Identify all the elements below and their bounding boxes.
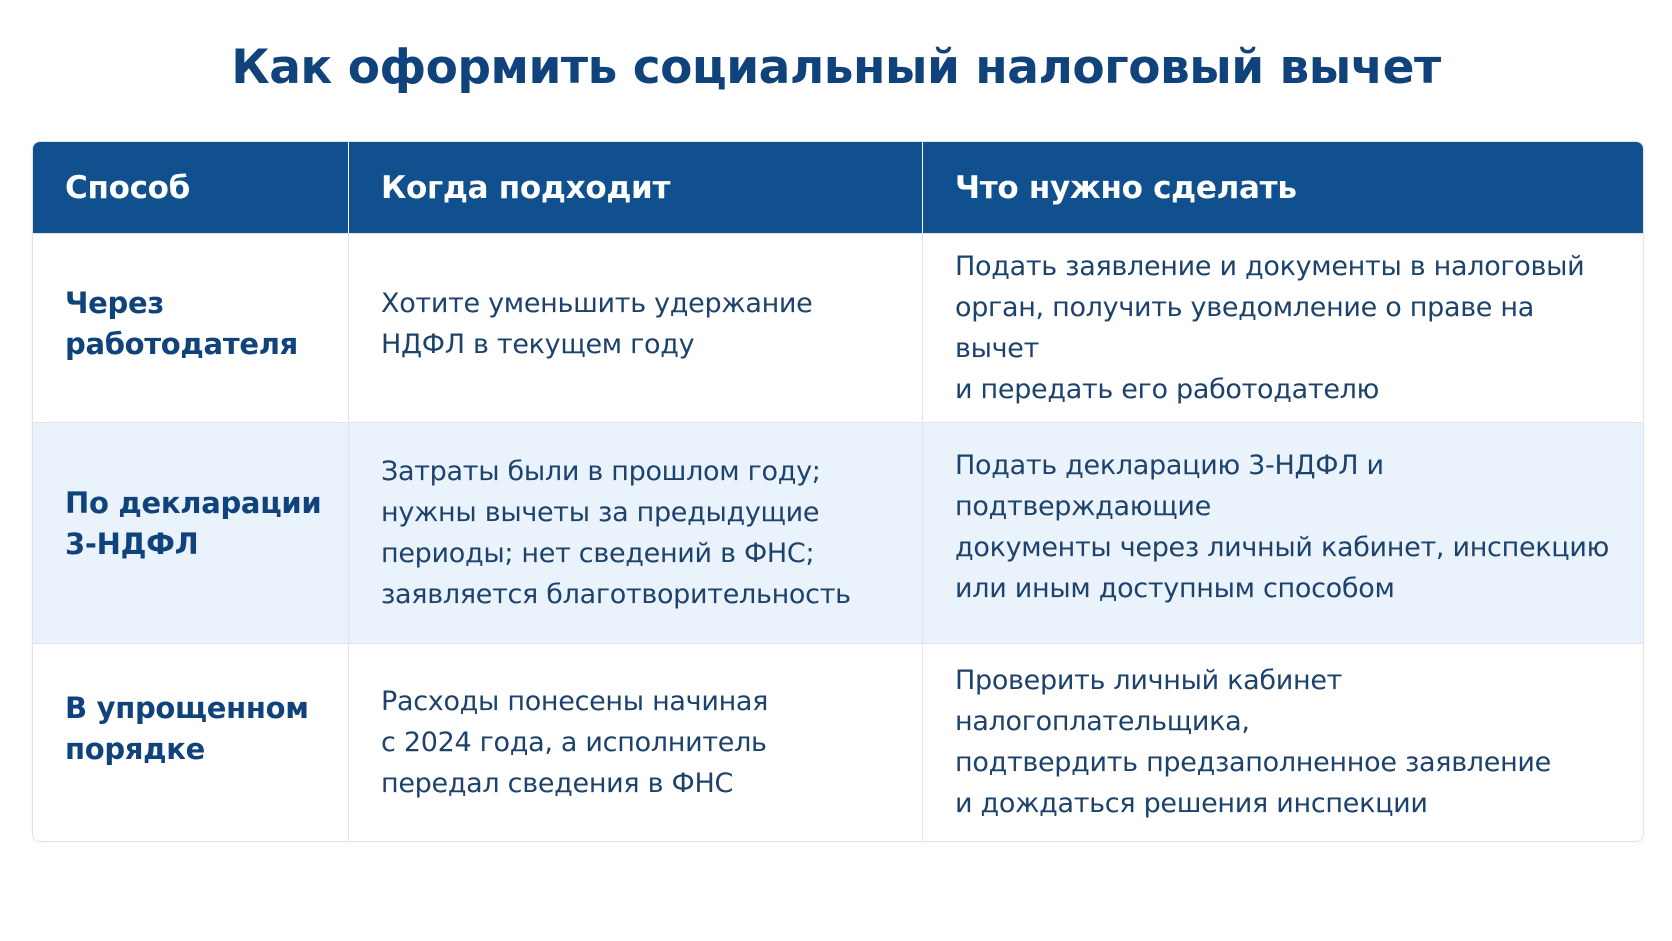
what-cell — [922, 644, 1643, 842]
what-cell — [922, 423, 1643, 643]
when-text: Затраты были в прошлом году; нужны вычеты за предыдущие периоды; нет сведений в ФНС; заявляется благотворительность — [381, 456, 851, 610]
table-header-row — [33, 142, 1643, 233]
method-cell — [33, 234, 348, 422]
what-text: Проверить личный кабинет налогоплательщика, подтвердить предзаполненное заявление и дождаться решения инспекции — [955, 664, 1551, 819]
method-cell — [33, 644, 348, 842]
when-text: Расходы понесены начиная с 2024 года, а исполнитель передал сведения в ФНС — [381, 686, 769, 799]
table-row — [33, 233, 1643, 422]
header-cell-what — [922, 142, 1643, 233]
header-label-when: Когда подходит — [381, 169, 671, 206]
what-text: Подать заявление и документы в налоговый орган, получить уведомление о праве на вычет и передать его работодателю — [955, 251, 1585, 405]
table-row — [33, 422, 1643, 643]
header-cell-when — [348, 142, 922, 233]
deduction-methods-table — [32, 141, 1644, 842]
table-row — [33, 643, 1643, 842]
what-cell — [922, 234, 1643, 422]
method-cell — [33, 423, 348, 643]
method-label: Через работодателя — [65, 286, 298, 361]
what-text: Подать декларацию 3-НДФЛ и подтверждающие документы через личный кабинет, инспекцию или иным доступным способом — [955, 450, 1610, 604]
header-cell-method — [33, 142, 348, 233]
method-label: По декларации 3-НДФЛ — [65, 486, 322, 561]
when-text: Хотите уменьшить удержание НДФЛ в текущем году — [381, 288, 813, 360]
page-title: Как оформить социальный налоговый вычет — [231, 40, 1441, 95]
method-label: В упрощенном порядке — [65, 690, 309, 766]
when-cell — [348, 234, 922, 422]
when-cell — [348, 644, 922, 842]
header-label-method: Способ — [65, 169, 190, 206]
when-cell — [348, 423, 922, 643]
header-label-what: Что нужно сделать — [955, 169, 1297, 206]
